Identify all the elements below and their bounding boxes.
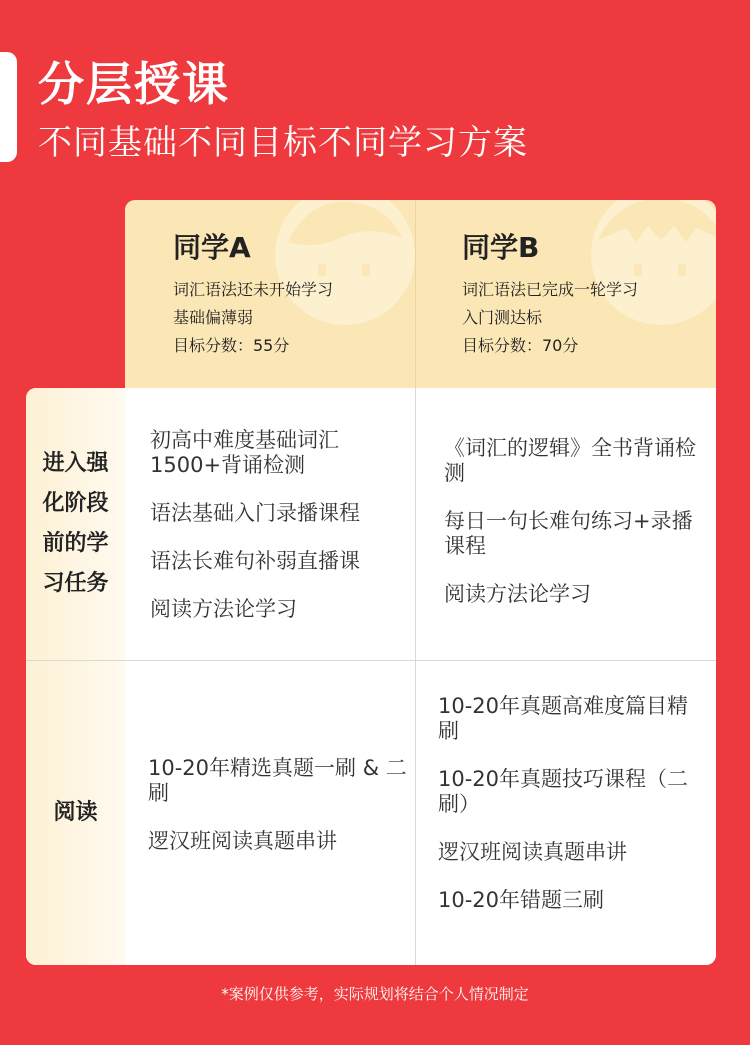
list-item: 每日一句长难句练习+录播课程 (444, 509, 693, 558)
list-item: 《词汇的逻辑》全书背诵检测 (444, 436, 696, 485)
student-a-name: 同学A (173, 231, 251, 264)
list-item: 10-20年错题三刷 (438, 888, 605, 912)
student-a-details (173, 276, 333, 360)
list-item: 逻汉班阅读真题串讲 (438, 840, 627, 864)
student-a-line: 词汇语法还未开始学习 (173, 280, 334, 299)
student-b-header (415, 200, 716, 388)
cell-a-tasks (150, 428, 402, 645)
side-tab (0, 52, 17, 162)
plan-table (26, 388, 716, 965)
page-title: 分层授课 (38, 57, 230, 111)
student-b-details (462, 276, 638, 360)
student-b-line: 词汇语法已完成一轮学习 (462, 280, 639, 299)
students-header (125, 200, 716, 388)
row-label-column (26, 388, 125, 965)
column-divider (415, 388, 416, 965)
disclaimer-note: *案例仅供参考，实际规划将结合个人情况制定 (221, 985, 529, 1003)
list-item: 10-20年精选真题一刷 & 二刷 (148, 756, 407, 805)
cell-b-tasks (444, 436, 706, 630)
student-b-name: 同学B (462, 231, 540, 264)
page-subtitle: 不同基础不同目标不同学习方案 (38, 123, 528, 163)
list-item: 阅读方法论学习 (444, 582, 591, 606)
row-label-reading: 阅读 (53, 799, 98, 825)
student-a-header (125, 200, 415, 388)
list-item: 10-20年真题技巧课程（二刷） (438, 767, 689, 816)
list-item: 语法长难句补弱直播课 (150, 549, 360, 573)
student-a-line: 目标分数：55分 (173, 336, 290, 355)
student-b-line: 入门测达标 (462, 308, 543, 327)
student-a-line: 基础偏薄弱 (173, 308, 254, 327)
cell-a-reading (148, 756, 410, 877)
cell-b-reading (438, 694, 708, 936)
row-divider (26, 660, 716, 661)
student-b-line: 目标分数：70分 (462, 336, 579, 355)
list-item: 10-20年真题高难度篇目精刷 (438, 694, 689, 743)
list-item: 初高中难度基础词汇1500+背诵检测 (150, 428, 339, 477)
list-item: 逻汉班阅读真题串讲 (148, 829, 337, 853)
list-item: 阅读方法论学习 (150, 597, 297, 621)
row-label-tasks: 进入强化阶段前的学习任务 (42, 451, 109, 596)
list-item: 语法基础入门录播课程 (150, 501, 360, 525)
